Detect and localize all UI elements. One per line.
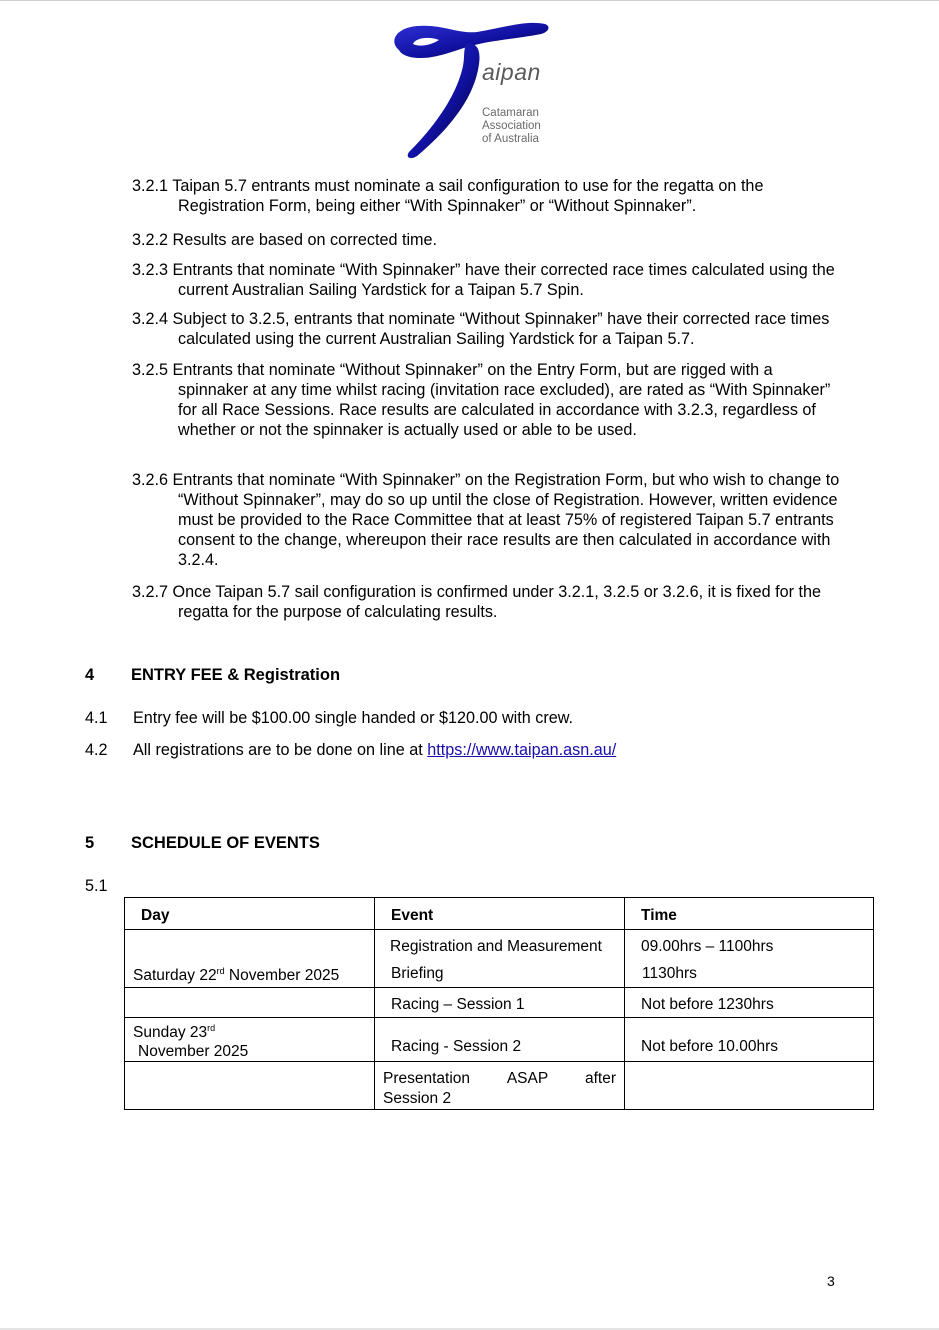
saturday-day-month: November 2025	[224, 967, 340, 985]
clause-text: Entrants that nominate “With Spinnaker” have their corrected race times calculated using the current Australian Sailing Yardstick for a Taipan 5.7 Spin.	[172, 261, 835, 299]
section-4-title: ENTRY FEE & Registration	[131, 666, 341, 684]
presentation-session: Session 2	[383, 1090, 452, 1108]
page-number: 3	[827, 1273, 835, 1289]
top-border	[0, 0, 939, 1]
saturday-day-suffix: rd	[216, 966, 225, 976]
time-racing-session-2: Not before 10.00hrs	[641, 1038, 779, 1055]
time-briefing: 1130hrs	[642, 965, 697, 982]
registration-link[interactable]: https://www.taipan.asn.au/	[427, 741, 617, 759]
sunday-day-month: November 2025	[138, 1043, 249, 1061]
section-5-number: 5	[85, 834, 95, 852]
clause-text: Entrants that nominate “Without Spinnaker” on the Entry Form, but are rigged with a spinnaker at any time whilst racing (invitation race excluded), are rated as “With Spinnaker” for all Race Sessions. Race results are calculated in accordance with 3.2.3, regardless of whether or not the spinnaker is actually used or able to be used.	[172, 361, 831, 439]
clause-number: 3.2.4	[132, 310, 169, 328]
presentation-asap: ASAP	[506, 1070, 549, 1088]
table-row	[125, 930, 874, 988]
taipan-logo	[385, 14, 585, 162]
event-registration: Registration and Measurement	[390, 938, 602, 955]
logo-wordmark: aipan	[482, 59, 541, 85]
clause-number: 3.2.1	[132, 177, 169, 195]
logo-subtitle-line: Association	[482, 120, 541, 132]
saturday-day	[125, 930, 374, 985]
clause-text: Taipan 5.7 entrants must nominate a sail configuration to use for the regatta on the Registration Form, being either “With Spinnaker” or “Without Spinnaker”.	[172, 177, 764, 215]
clause-3-2-4	[132, 309, 844, 349]
table-row	[125, 988, 874, 1018]
item-4-2-number: 4.2	[85, 741, 108, 759]
section-4-number: 4	[85, 666, 95, 684]
clause-number: 3.2.3	[132, 261, 169, 279]
event-racing-session-1: Racing – Session 1	[391, 996, 525, 1013]
logo-subtitle-line: of Australia	[482, 133, 539, 145]
logo-subtitle-line: Catamaran	[482, 107, 539, 119]
header-time: Time	[641, 907, 677, 924]
clause-text: Results are based on corrected time.	[172, 231, 438, 249]
clause-3-2-3	[132, 260, 844, 300]
event-briefing: Briefing	[391, 965, 444, 982]
table-row	[125, 1062, 874, 1110]
sunday-day	[125, 1018, 374, 1061]
item-4-2-text: All registrations are to be done on line at	[133, 741, 428, 759]
item-5-1-number: 5.1	[85, 877, 108, 895]
clause-3-2-1	[132, 176, 844, 216]
clause-3-2-7	[132, 582, 844, 622]
clause-3-2-6	[132, 470, 844, 570]
schedule-table	[124, 897, 874, 1110]
section-5-title: SCHEDULE OF EVENTS	[131, 834, 320, 852]
table-header-row	[125, 898, 874, 930]
clause-number: 3.2.6	[132, 471, 169, 489]
clause-number: 3.2.5	[132, 361, 169, 379]
time-racing-session-1: Not before 1230hrs	[641, 996, 774, 1013]
header-day: Day	[141, 907, 170, 924]
clause-text: Once Taipan 5.7 sail configuration is confirmed under 3.2.1, 3.2.5 or 3.2.6, it is fixed for the regatta for the purpose of calculating results.	[172, 583, 821, 621]
clause-3-2-2	[132, 230, 844, 250]
event-racing-session-2: Racing - Session 2	[391, 1038, 522, 1055]
header-event: Event	[391, 907, 434, 924]
item-4-1-number: 4.1	[85, 709, 108, 727]
presentation-after: after	[584, 1070, 616, 1088]
clause-text: Subject to 3.2.5, entrants that nominate “Without Spinnaker” have their corrected race times calculated using the current Australian Sailing Yardstick for a Taipan 5.7.	[172, 310, 830, 348]
presentation-word: Presentation	[383, 1070, 471, 1088]
event-presentation	[375, 1062, 624, 1109]
clause-number: 3.2.7	[132, 583, 169, 601]
clause-text: Entrants that nominate “With Spinnaker” on the Registration Form, but who wish to change to “Without Spinnaker”, may do so up until the close of Registration. However, written evidence must be provided to the Race Committee that at least 75% of registered Taipan 5.7 entrants consent to the change, whereupon their race results are then calculated in accordance with 3.2.4.	[172, 471, 840, 569]
saturday-day-text: Saturday 22	[133, 967, 217, 985]
time-registration: 09.00hrs – 1100hrs	[641, 938, 774, 955]
item-4-1-text: Entry fee will be $100.00 single handed or $120.00 with crew.	[133, 709, 574, 727]
sunday-day-text: Sunday 23	[133, 1024, 208, 1042]
item-4-2	[133, 741, 616, 760]
clause-number: 3.2.2	[132, 231, 169, 249]
table-row	[125, 1018, 874, 1062]
clause-3-2-5	[132, 360, 844, 440]
sunday-day-suffix: rd	[207, 1023, 216, 1033]
